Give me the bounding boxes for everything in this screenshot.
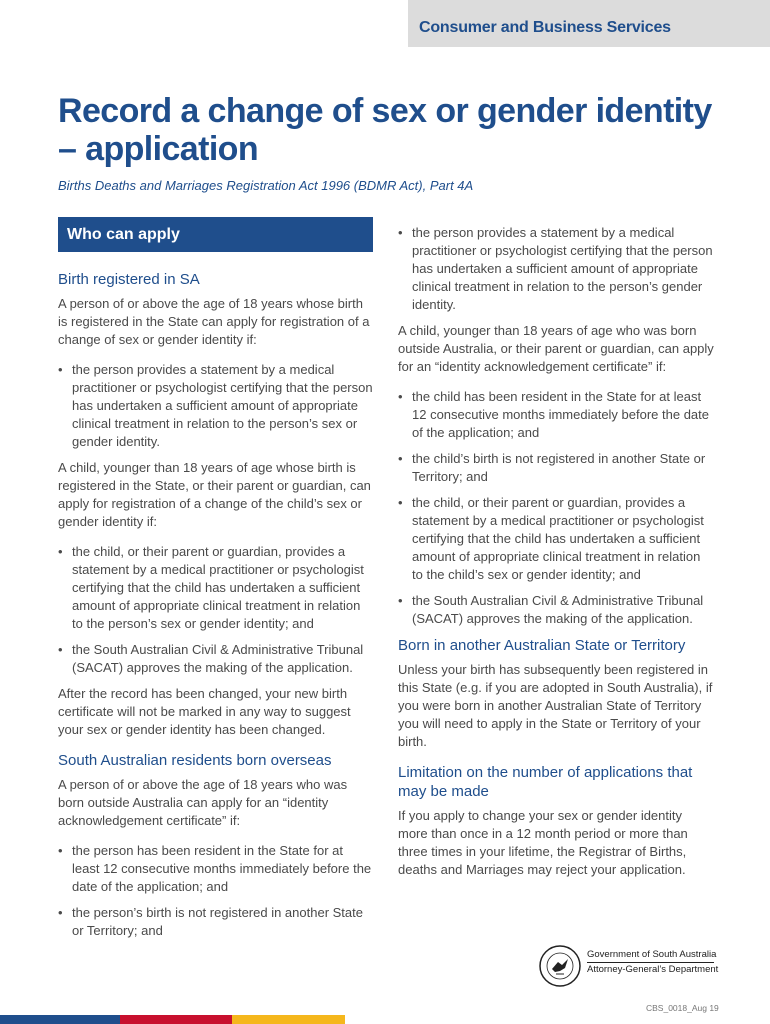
list-item: • the person’s birth is not registered in another State or Territory; and xyxy=(58,904,373,940)
list-item: • the child has been resident in the State for at least 12 consecutive months immediately before the date of the application; and xyxy=(398,388,714,442)
list-item: • the South Australian Civil & Administrative Tribunal (SACAT) approves the making of the application. xyxy=(58,641,373,677)
gov-sa-text: Government of South Australia xyxy=(587,949,717,960)
page-title: Record a change of sex or gender identity – application xyxy=(58,92,712,168)
bullet-list xyxy=(58,842,373,940)
document-reference: CBS_0018_Aug 19 xyxy=(646,1003,719,1013)
section-heading-limitation: Limitation on the number of applications that may be made xyxy=(398,764,693,800)
list-item: • the child’s birth is not registered in another State or Territory; and xyxy=(398,450,714,486)
paragraph: A child, younger than 18 years of age whose birth is registered in the State, or their parent or guardian, can apply for registration of a change of the child’s sex or gender identity if: xyxy=(58,460,371,529)
act-subtitle: Births Deaths and Marriages Registration Act 1996 (BDMR Act), Part 4A xyxy=(58,178,474,193)
left-column xyxy=(58,217,373,948)
section-heading-born-other-state: Born in another Australian State or Territory xyxy=(398,637,686,654)
paragraph: A child, younger than 18 years of age who was born outside Australia, or their parent or guardian, can apply for an “identity acknowledgement certificate” if: xyxy=(398,323,714,374)
paragraph: A person of or above the age of 18 years who was born outside Australia can apply for an “identity acknowledgement certificate” if: xyxy=(58,777,348,828)
logo-divider xyxy=(587,962,714,963)
paragraph: If you apply to change your sex or gender identity more than once in a 12 month period or more than three times in your lifetime, the Registrar of Births, deaths and Marriages may reject your application. xyxy=(398,808,688,877)
list-item: • the person provides a statement by a medical practitioner or psychologist certifying that the person has undertaken a sufficient amount of appropriate clinical treatment in relation to the person’s sex or gender identity. xyxy=(58,361,373,451)
bullet-list xyxy=(58,543,373,677)
right-column xyxy=(398,224,714,891)
bullet-list xyxy=(398,224,714,314)
org-name: Consumer and Business Services xyxy=(419,19,671,36)
piping-shrike-seal-icon xyxy=(538,944,582,988)
footer-stripe-red xyxy=(120,1015,232,1024)
list-item: • the child, or their parent or guardian, provides a statement by a medical practitioner or psychologist certifying that the child has undertaken a sufficient amount of appropriate clinical treatment in relation to the person’s sex or gender identity; and xyxy=(58,543,373,633)
paragraph: A person of or above the age of 18 years whose birth is registered in the State can apply for registration of a change of sex or gender identity if: xyxy=(58,296,370,347)
footer-stripe-gold xyxy=(232,1015,345,1024)
list-item: • the South Australian Civil & Administrative Tribunal (SACAT) approves the making of the application. xyxy=(398,592,714,628)
bullet-list xyxy=(58,361,373,451)
list-item: • the person provides a statement by a medical practitioner or psychologist certifying that the person has undertaken a sufficient amount of appropriate clinical treatment in relation to the person’s gender identity. xyxy=(398,224,714,314)
list-item: • the child, or their parent or guardian, provides a statement by a medical practitioner or psychologist certifying that the child has undertaken a sufficient amount of appropriate clinical treatment in relation to the child’s sex or gender identity; and xyxy=(398,494,714,584)
list-item: • the person has been resident in the State for at least 12 consecutive months immediately before the date of the application; and xyxy=(58,842,373,896)
who-can-apply-banner: Who can apply xyxy=(58,217,373,252)
footer-stripe-blue xyxy=(0,1015,120,1024)
paragraph: Unless your birth has subsequently been registered in this State (e.g. if you are adopted in South Australia), if you were born in another Australian State of Territory you will need to apply in the State or Territory of your birth. xyxy=(398,662,713,749)
section-heading-birth-registered-sa: Birth registered in SA xyxy=(58,271,200,288)
government-logo xyxy=(538,944,719,988)
bullet-list xyxy=(398,388,714,628)
section-heading-sa-residents-overseas: South Australian residents born overseas xyxy=(58,752,332,769)
ag-department-text: Attorney-General’s Department xyxy=(587,964,719,975)
paragraph: After the record has been changed, your new birth certificate will not be marked in any way to suggest your sex or gender identity has been changed. xyxy=(58,686,351,737)
